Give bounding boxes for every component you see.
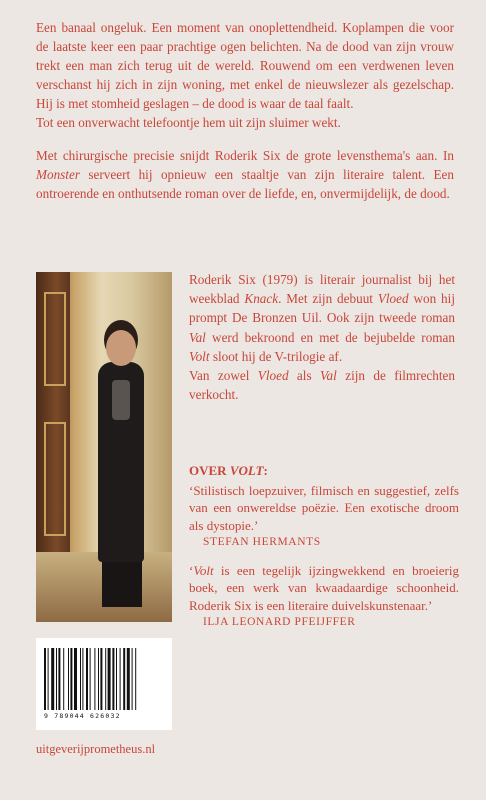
author-bio — [189, 270, 455, 404]
isbn-barcode — [36, 638, 172, 730]
bio-paragraph-2 — [189, 366, 455, 404]
review-attribution-2: ILJA LEONARD PFEIJFFER — [203, 616, 356, 628]
back-cover-blurb — [36, 18, 454, 203]
bio-text: won hij prompt De Bronzen Uil. Ook zijn tweede roman — [189, 291, 455, 326]
bio-text: Van zowel — [189, 368, 258, 384]
reviews-heading-title: VOLT — [229, 463, 264, 478]
bio-text: Roderik Six (1979) is literair journalist bij het weekblad — [189, 272, 455, 307]
reviews-heading — [189, 462, 459, 480]
review-quote-2 — [189, 562, 459, 615]
publisher-website-link[interactable]: uitgeverijprometheus.nl — [36, 742, 156, 756]
blurb-paragraph-3 — [36, 146, 454, 203]
photo-figure-head — [106, 330, 136, 366]
title-vloed: Vloed — [257, 368, 289, 384]
photo-figure-shirt — [112, 380, 130, 420]
reviews-section — [189, 462, 459, 642]
reviews-heading-colon: : — [263, 463, 268, 478]
review-text: is een tegelijk ijzingwekkend en broeierig boek, een werk van kwaadaardige schoonheid. Roderik Six is een literaire duivelskunstenaar.’ — [189, 562, 459, 613]
isbn-digits: 9 789044 626032 — [44, 712, 121, 720]
bio-text: . Met zijn debuut — [278, 291, 378, 307]
title-vloed: Vloed — [377, 291, 409, 307]
blurb-paragraph-1: Een banaal ongeluk. Een moment van onoplettendheid. Koplampen die voor de laatste keer een paar prachtige ogen belichten. Na de dood van zijn vrouw trekt een man zich terug uit de wereld. Rouwend om een verdwenen leven verschanst hij zich in zijn woning, met enkel de nieuwslezer als gezelschap. Hij is met stomheid geslagen – de dood is waar de taal faalt. — [36, 20, 454, 111]
title-knack: Knack — [244, 291, 279, 307]
barcode-bars — [44, 648, 164, 710]
review-quote-1: ‘Stilistisch loepzuiver, filmisch en suggestief, zelfs van een onwereldse poëzie. Een exotische droom als dystopie.’ — [189, 482, 459, 533]
bio-paragraph-1 — [189, 270, 455, 366]
bio-text: sloot hij de V-trilogie af. — [209, 348, 343, 364]
title-val: Val — [319, 368, 337, 384]
photo-door-panel — [44, 292, 66, 386]
title-volt: Volt — [189, 348, 210, 364]
bio-text: zijn de filmrechten verkocht. — [189, 368, 455, 403]
photo-door-panel — [44, 422, 66, 536]
title-volt: Volt — [193, 562, 214, 578]
reviews-heading-label: OVER — [189, 463, 230, 478]
bio-text: werd bekroond en met de bejubelde roman — [205, 329, 455, 345]
blurb-text: Met chirurgische precisie snijdt Roderik Six de grote levensthema's aan. In — [36, 148, 454, 163]
blurb-paragraph-2: Tot een onverwacht telefoontje hem uit zijn sluimer wekt. — [36, 115, 341, 130]
author-photo — [36, 272, 172, 622]
bio-text: als — [288, 368, 320, 384]
book-title-monster: Monster — [36, 167, 80, 182]
title-val: Val — [189, 329, 206, 345]
blurb-text: serveert hij opnieuw een staaltje van zijn literaire talent. Een ontroerende en onthutsende roman over de liefde, en, onvermijdelijk, de dood. — [36, 167, 454, 201]
review-attribution-1: STEFAN HERMANTS — [203, 536, 321, 548]
quote-mark: ‘ — [189, 562, 194, 578]
